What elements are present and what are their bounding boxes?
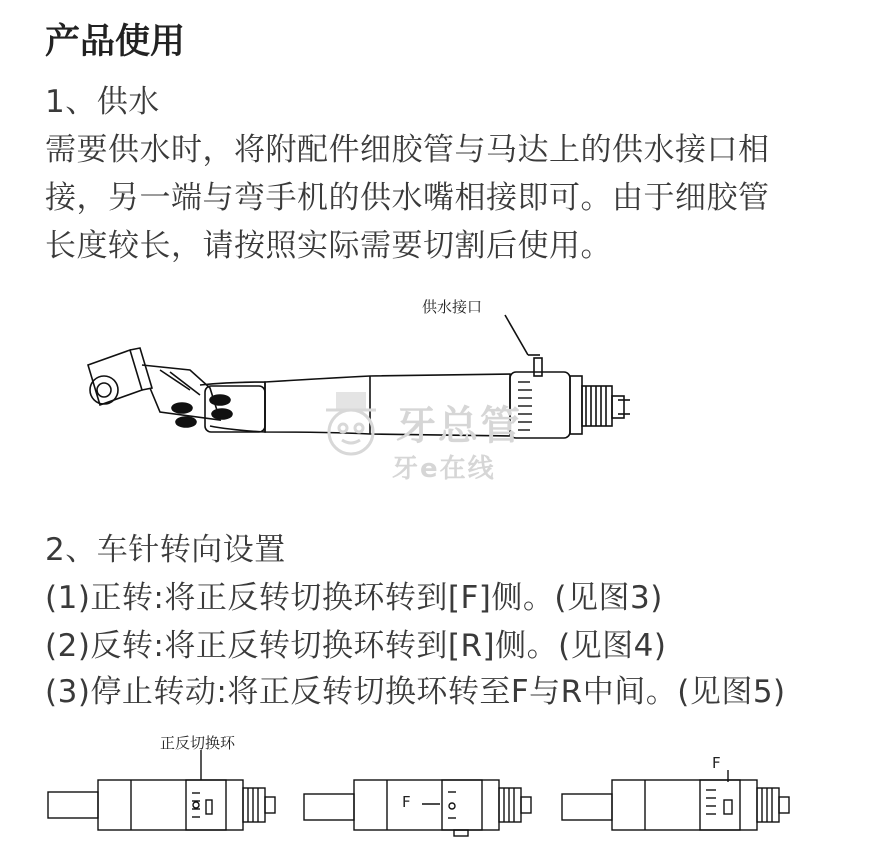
watermark-subtext: 牙e在线 (392, 454, 496, 484)
section1-title: 1、供水 (45, 84, 160, 120)
motor-figure-reverse (302, 770, 542, 842)
switch-ring-label: 正反切换环 (160, 734, 236, 752)
section1-line-2: 接，另一端与弯手机的供水嘴相接即可。由于细胶管 (45, 180, 770, 216)
fig2-f-mark: F (402, 793, 411, 811)
fig3-f-mark: F (712, 754, 721, 772)
page-title: 产品使用 (45, 22, 186, 62)
section2-line-3: (3)停止转动:将正反转切换环转至F与R中间。(见图5) (45, 674, 786, 710)
section2-line-2: (2)反转:将正反转切换环转到[R]侧。(见图4) (45, 628, 667, 664)
motor-figure-stop (560, 770, 800, 842)
section2-line-1: (1)正转:将正反转切换环转到[F]侧。(见图3) (45, 580, 663, 616)
motor-figure-forward (46, 745, 286, 840)
section1-line-1: 需要供水时，将附配件细胶管与马达上的供水接口相 (45, 132, 770, 168)
watermark-mascot-icon (316, 384, 386, 464)
watermark-text: 牙总管 (396, 403, 522, 449)
section1-line-3: 长度较长，请按照实际需要切割后使用。 (45, 228, 612, 264)
section2-title: 2、车针转向设置 (45, 532, 286, 568)
water-port-label: 供水接口 (422, 298, 483, 316)
